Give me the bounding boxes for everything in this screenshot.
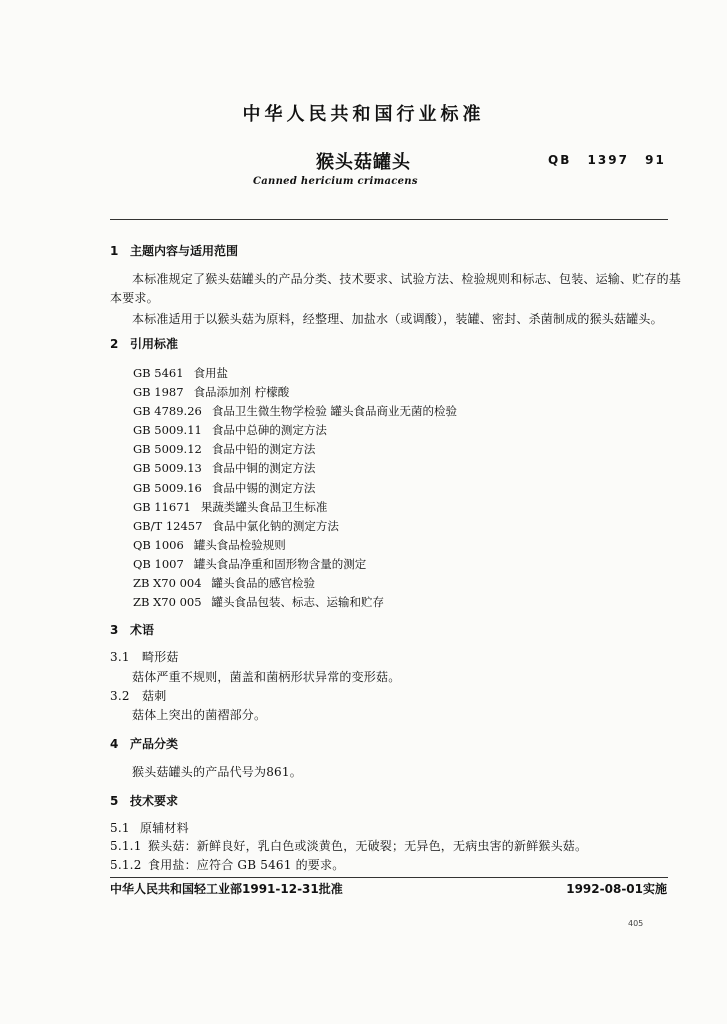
reference-title: 罐头食品检验规则: [193, 537, 286, 552]
reference-item: [133, 383, 457, 402]
standard-code-year: 91: [645, 153, 666, 167]
reference-title: 食品中铜的测定方法: [211, 461, 316, 476]
term-3-1-number: 3.1: [110, 650, 130, 664]
reference-title: 食品中总砷的测定方法: [211, 423, 327, 438]
reference-title: 食品中锡的测定方法: [211, 480, 316, 495]
section-1-paragraph-2: 本标准适用于以猴头菇为原料，经整理、加盐水（或调酸），装罐、密封、杀菌制成的猴头菇罐头。: [132, 312, 663, 326]
reference-item: [133, 517, 457, 536]
term-3-2-heading: [110, 687, 166, 704]
reference-code: QB 1006: [133, 537, 184, 552]
reference-code: GB 5009.16: [133, 480, 202, 495]
reference-title: 食品添加剂 柠檬酸: [193, 385, 290, 400]
reference-code: GB 11671: [133, 499, 191, 514]
clause-5-1-1-text: 猴头菇：新鲜良好，乳白色或淡黄色，无破裂；无异色，无病虫害的新鲜猴头菇。: [148, 839, 588, 853]
section-1-title: 主题内容与适用范围: [130, 244, 239, 258]
reference-title: 果蔬类罐头食品卫生标准: [200, 499, 328, 514]
clause-5-1: [110, 819, 189, 836]
reference-code: ZB X70 004: [133, 576, 202, 591]
term-3-2-title: 菇刺: [142, 689, 167, 703]
reference-item: [133, 459, 457, 478]
reference-item: [133, 498, 457, 517]
reference-item: [133, 421, 457, 440]
footer-divider: [110, 877, 668, 878]
section-3-number: 3: [110, 623, 119, 637]
reference-item: [133, 479, 457, 498]
section-1-heading: [110, 242, 238, 259]
section-4-heading: [110, 735, 178, 752]
implementation-date: 1992-08-01实施: [566, 882, 667, 896]
standard-code: [548, 153, 676, 167]
term-3-1-definition: 菇体严重不规则，菌盖和菌柄形状异常的变形菇。: [132, 670, 401, 684]
section-5-heading: [110, 792, 178, 809]
standard-title: 中华人民共和国行业标准: [242, 104, 485, 125]
reference-code: GB 5461: [133, 366, 184, 380]
reference-title: 食品卫生微生物学检验 罐头食品商业无菌的检验: [211, 404, 458, 419]
section-1-number: 1: [110, 244, 119, 258]
reference-item: [133, 402, 457, 421]
reference-code: GB 5009.13: [133, 461, 202, 476]
reference-code: ZB X70 005: [133, 595, 202, 610]
reference-title: 罐头食品包装、标志、运输和贮存: [211, 595, 385, 610]
clause-5-1-number: 5.1: [110, 821, 130, 835]
section-4-text: 猴头菇罐头的产品代号为861。: [132, 765, 302, 779]
reference-item: [133, 440, 457, 459]
clause-5-1-1-number: 5.1.1: [110, 839, 142, 853]
reference-title: 罐头食品的感官检验: [211, 576, 316, 591]
section-3-title: 术语: [130, 623, 155, 637]
reference-title: 食品中铅的测定方法: [211, 442, 316, 457]
header-divider: [110, 219, 668, 220]
section-2-number: 2: [110, 337, 119, 351]
document-title: 猴头菇罐头: [316, 152, 411, 173]
english-title: Canned hericium crimacens: [253, 176, 418, 187]
term-3-1-heading: [110, 648, 179, 665]
section-2-heading: [110, 335, 178, 352]
reference-item: [133, 536, 457, 555]
reference-item: [133, 555, 457, 574]
section-4-number: 4: [110, 737, 119, 751]
section-5-title: 技术要求: [130, 794, 179, 808]
section-3-heading: [110, 621, 154, 638]
reference-item: [133, 574, 457, 593]
section-4-title: 产品分类: [130, 737, 179, 751]
reference-list: [133, 364, 457, 612]
clause-5-1-2-number: 5.1.2: [110, 858, 142, 872]
reference-item: [133, 593, 457, 612]
reference-title: 食用盐: [193, 366, 229, 380]
reference-title: 食品中氯化钠的测定方法: [212, 518, 339, 533]
term-3-2-number: 3.2: [110, 689, 130, 703]
section-1-paragraph-1-line-2: 本要求。: [110, 291, 159, 305]
clause-5-1-title: 原辅材料: [140, 821, 189, 835]
section-1-paragraph-1-line-1: 本标准规定了猴头菇罐头的产品分类、技术要求、试验方法、检验规则和标志、包装、运输、贮存的基: [132, 272, 682, 286]
reference-code: GB 1987: [133, 385, 184, 400]
section-2-title: 引用标准: [130, 337, 179, 351]
standard-code-prefix: QB: [548, 153, 572, 167]
section-5-number: 5: [110, 794, 119, 808]
standard-code-number: 1397: [587, 153, 629, 167]
reference-code: GB 5009.12: [133, 442, 202, 457]
reference-code: GB/T 12457: [133, 518, 203, 533]
clause-5-1-2: [110, 856, 344, 873]
reference-code: QB 1007: [133, 556, 184, 571]
reference-code: GB 4789.26: [133, 404, 202, 419]
term-3-1-title: 畸形菇: [142, 650, 179, 664]
term-3-2-definition: 菇体上突出的菌褶部分。: [132, 708, 267, 722]
clause-5-1-2-text: 食用盐：应符合 GB 5461 的要求。: [148, 858, 345, 872]
approval-line: 中华人民共和国轻工业部1991-12-31批准: [110, 882, 343, 896]
reference-item: [133, 364, 457, 383]
clause-5-1-1: [110, 837, 587, 854]
reference-title: 罐头食品净重和固形物含量的测定: [193, 556, 367, 571]
reference-code: GB 5009.11: [133, 423, 202, 438]
page-number: 405: [628, 919, 644, 928]
